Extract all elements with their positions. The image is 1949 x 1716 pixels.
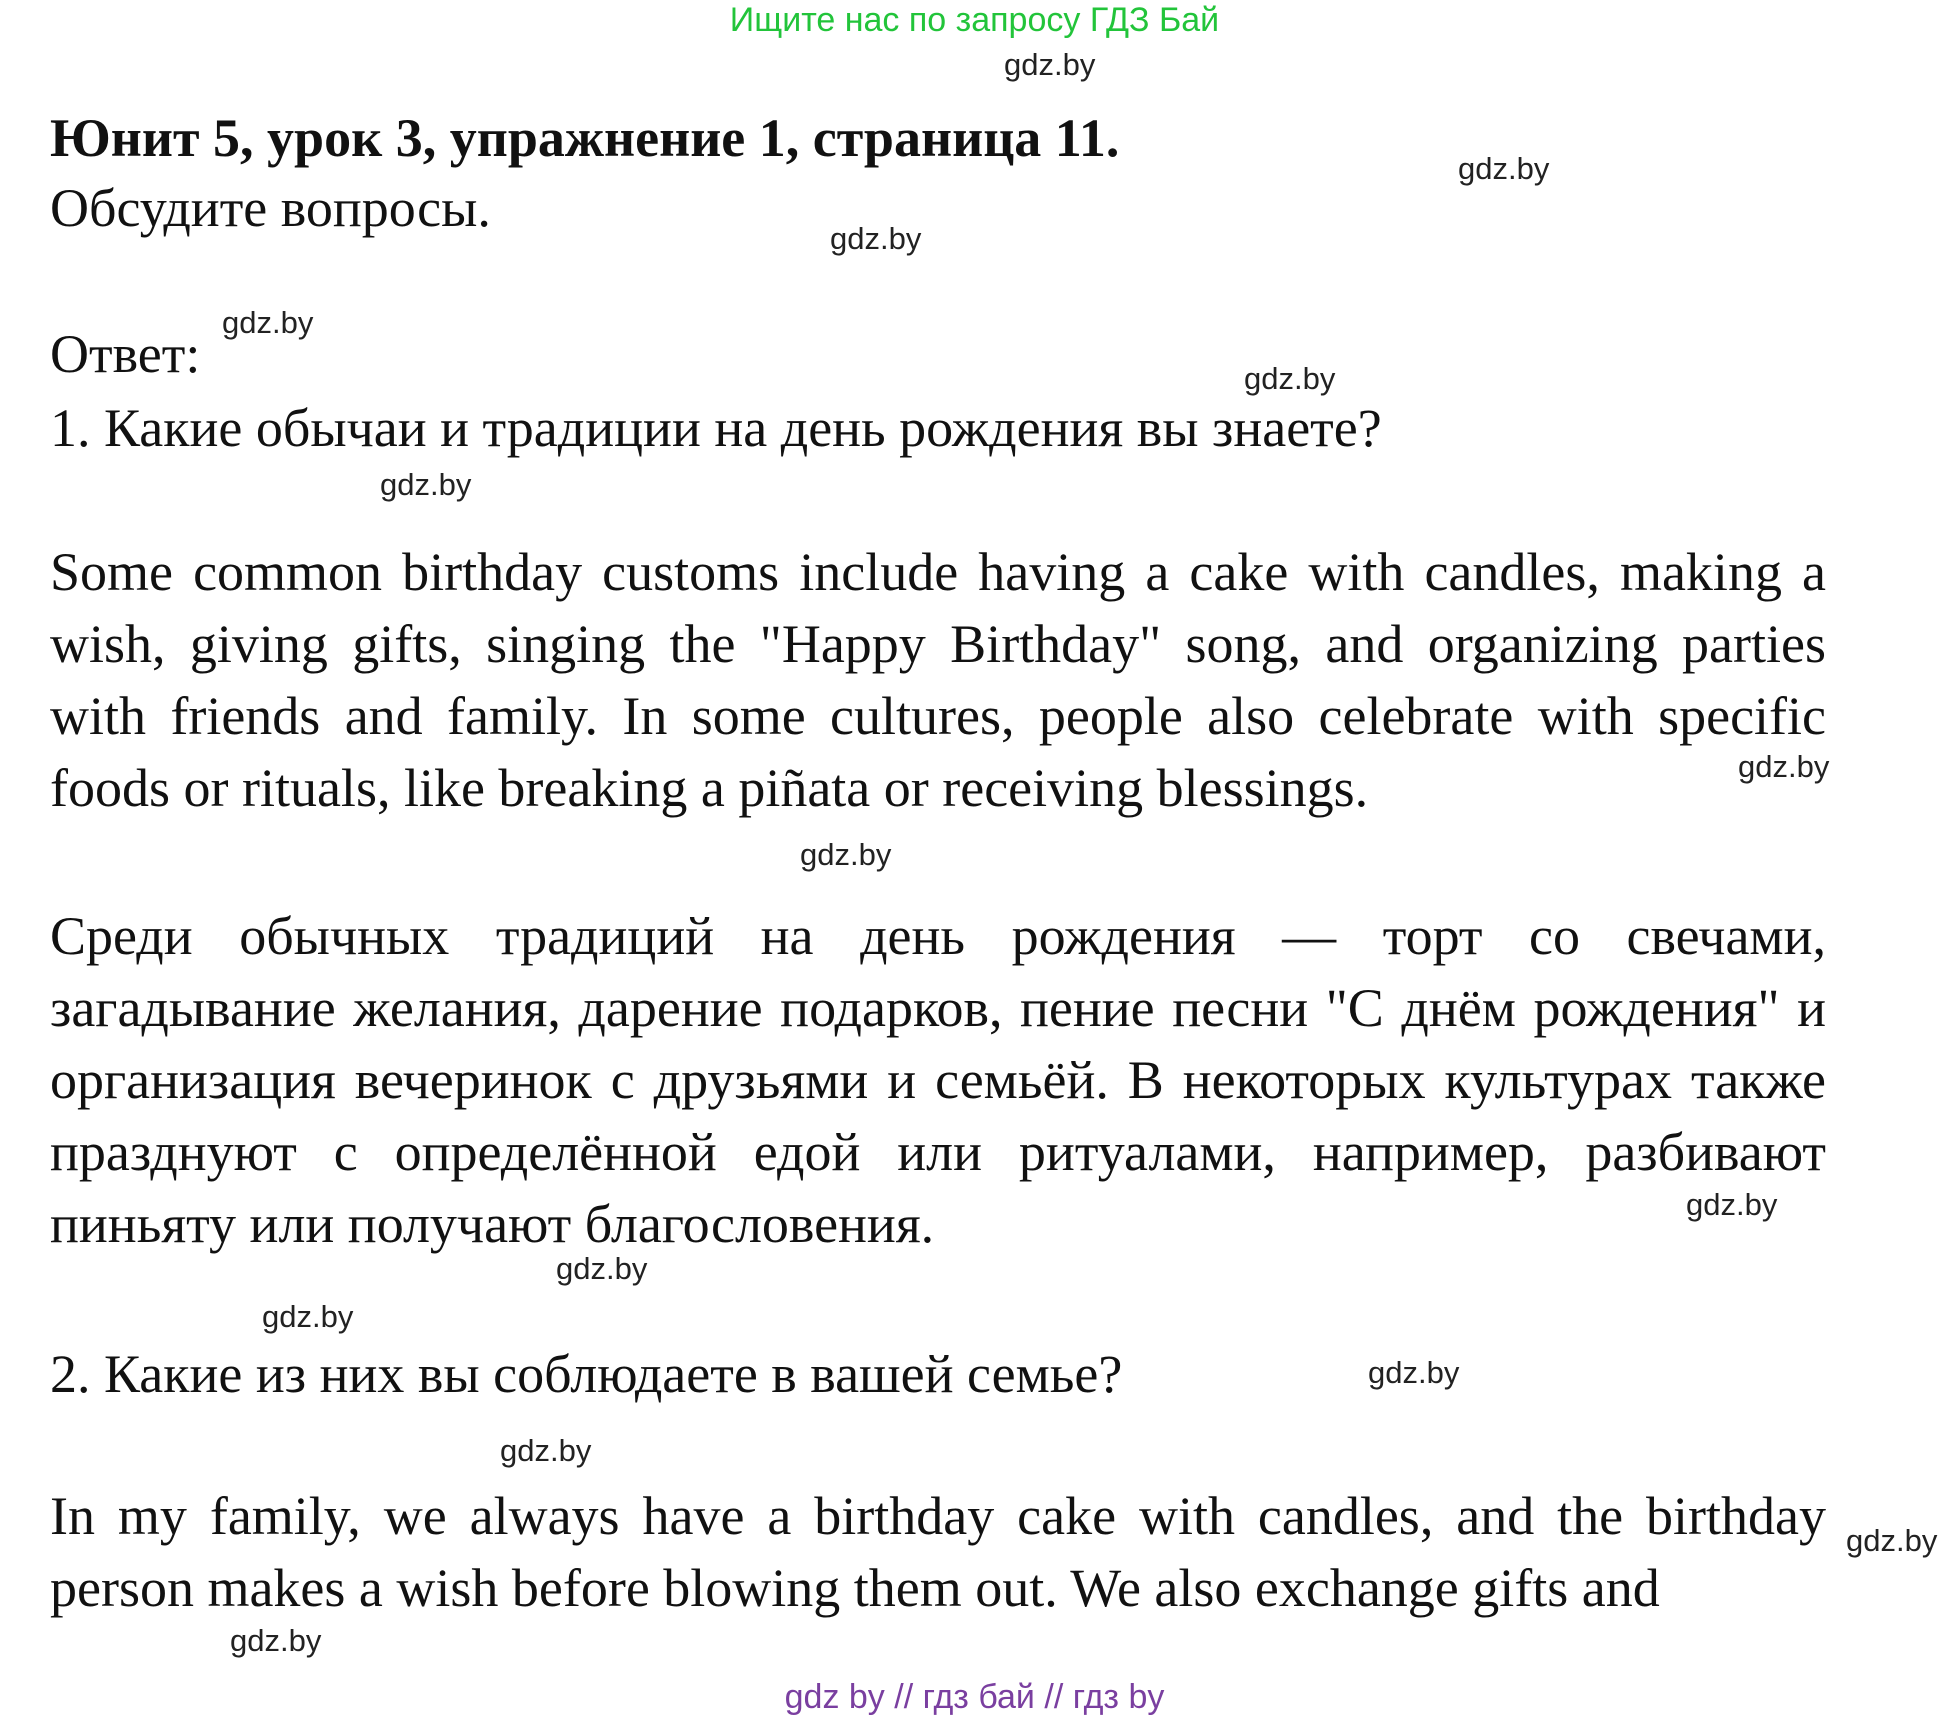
- watermark: gdz.by: [230, 1623, 322, 1658]
- question-2: 2. Какие из них вы соблюдаете в вашей семье?: [50, 1344, 1123, 1404]
- answer-1-russian: Среди обычных традиций на день рождения — торт со свечами, загадывание желания, дарение подарков, пение песни "С днём рождения" и организация вечеринок с друзьями и семьёй. В некоторых культурах также празднуют с определённой едой или ритуалами, например, разбивают пиньяту или получают благословения.: [50, 906, 1826, 1254]
- watermark: gdz.by: [222, 305, 314, 340]
- answer-label: Ответ:: [50, 324, 201, 384]
- watermark: gdz.by: [500, 1433, 592, 1468]
- answer-2-english: In my family, we always have a birthday cake with candles, and the birthday person makes a wish before blowing them out. We also exchange gifts and: [50, 1486, 1826, 1618]
- footer-links: gdz by // гдз бай // гдз by: [784, 1678, 1165, 1716]
- watermark: gdz.by: [800, 837, 892, 872]
- watermark: gdz.by: [1244, 361, 1336, 396]
- watermark: gdz.by: [1458, 151, 1550, 186]
- watermark: gdz.by: [262, 1299, 354, 1334]
- watermark: gdz.by: [1004, 47, 1096, 82]
- instruction: Обсудите вопросы.: [50, 178, 491, 238]
- watermark: gdz.by: [1738, 749, 1830, 784]
- watermark: gdz.by: [830, 221, 922, 256]
- watermark: gdz.by: [556, 1251, 648, 1286]
- watermark: gdz.by: [380, 467, 472, 502]
- watermark: gdz.by: [1686, 1187, 1778, 1222]
- site-banner: Ищите нас по запросу ГДЗ Бай: [729, 1, 1220, 39]
- watermark: gdz.by: [1846, 1523, 1938, 1558]
- watermark: gdz.by: [1368, 1355, 1460, 1390]
- page-title: Юнит 5, урок 3, упражнение 1, страница 11.: [50, 108, 1120, 168]
- answer-1-english: Some common birthday customs include having a cake with candles, making a wish, giving gifts, singing the "Happy Birthday" song, and organizing parties with friends and family. In some cultures, people also celebrate with specific foods or rituals, like breaking a piñata or receiving blessings.: [50, 542, 1826, 818]
- question-1: 1. Какие обычаи и традиции на день рождения вы знаете?: [50, 398, 1382, 458]
